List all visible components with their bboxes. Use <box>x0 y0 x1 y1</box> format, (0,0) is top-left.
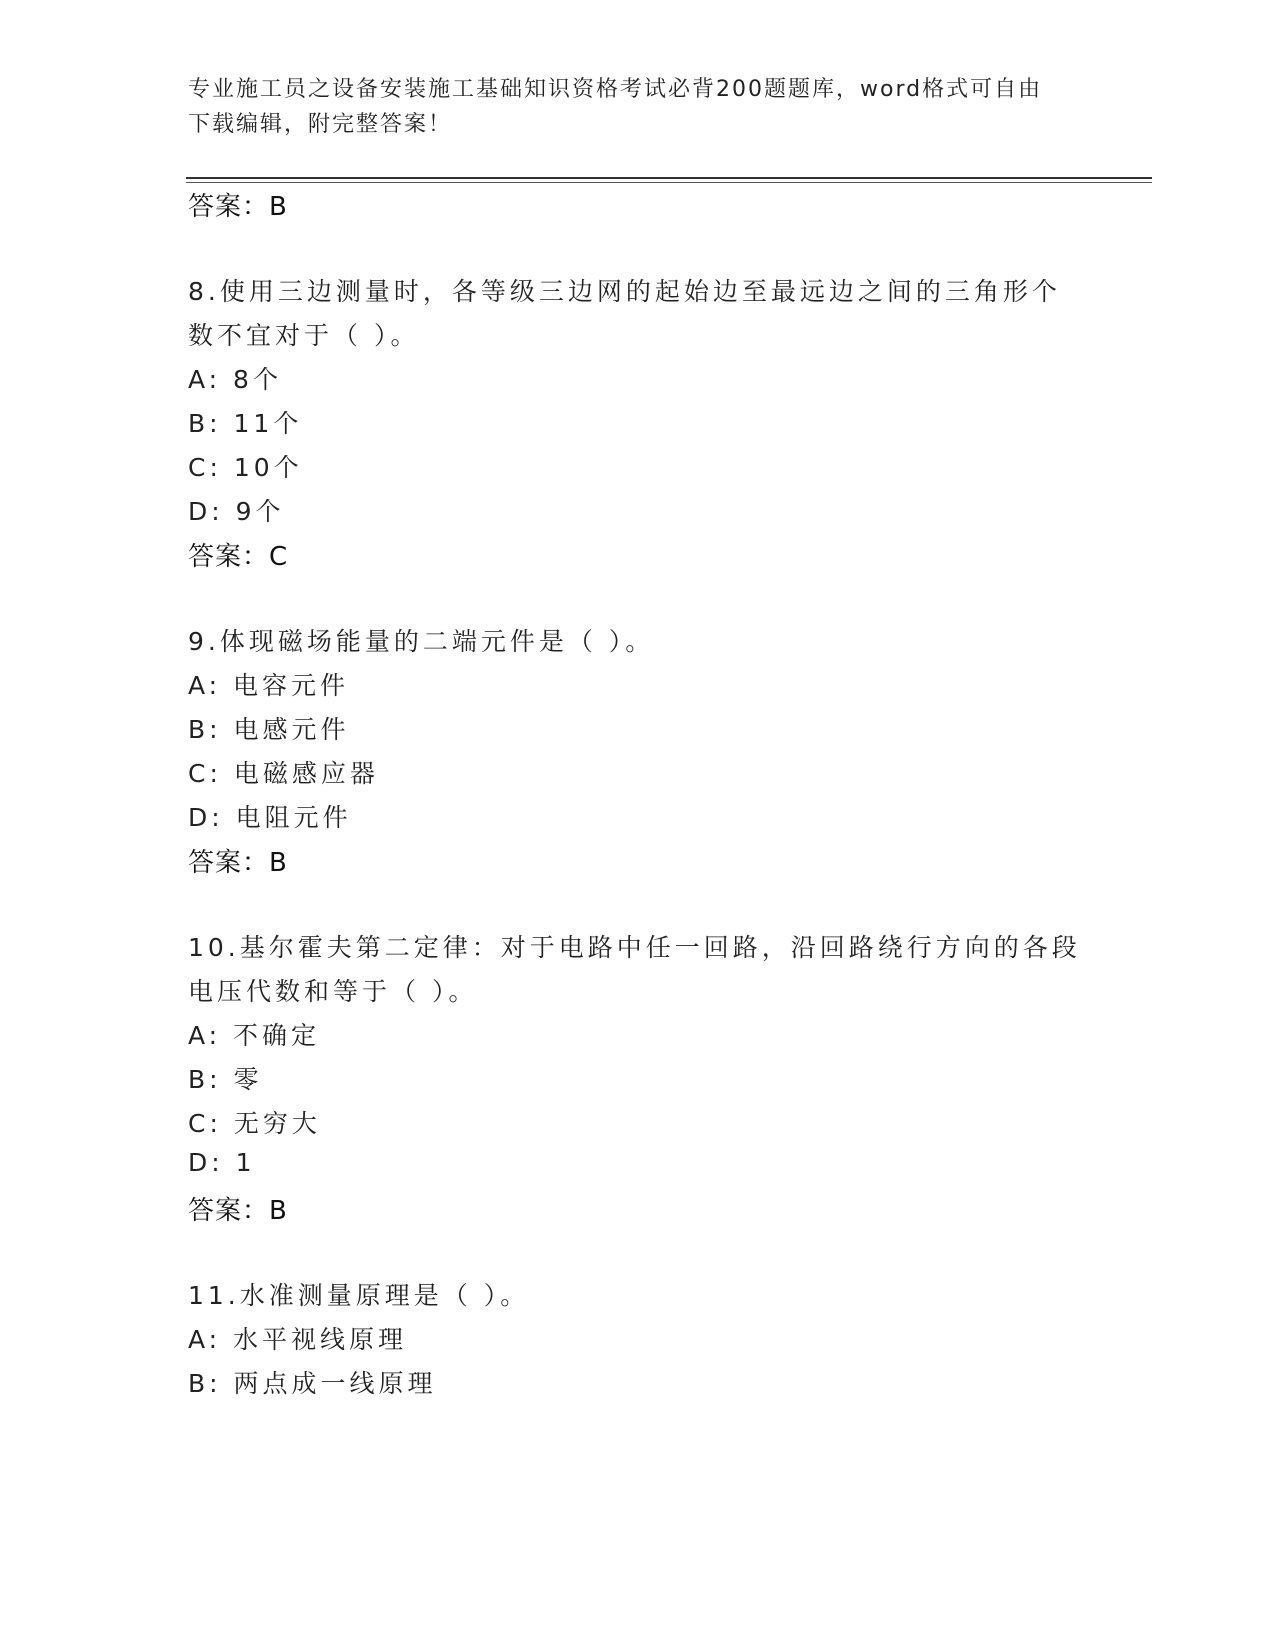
question-8-stem-line-2: 数不宜对于（ ）。 <box>188 321 420 350</box>
question-10-option-a: A: 不确定 <box>188 1021 321 1050</box>
question-8-option-d: D: 9个 <box>188 497 285 526</box>
question-10-option-c: C: 无穷大 <box>188 1109 321 1138</box>
question-10-stem-line-2: 电压代数和等于（ ）。 <box>188 977 478 1006</box>
document-header <box>188 72 1088 142</box>
question-8-answer: 答案：C <box>188 542 289 572</box>
header-divider-thin <box>186 182 1152 183</box>
question-10-answer: 答案：B <box>188 1196 288 1226</box>
question-10-stem-line-1: 10.基尔霍夫第二定律：对于电路中任一回路，沿回路绕行方向的各段 <box>188 933 1081 962</box>
question-11-option-b: B: 两点成一线原理 <box>188 1369 437 1398</box>
question-8-option-b: B: 11个 <box>188 409 303 438</box>
question-10-option-b: B: 零 <box>188 1065 263 1094</box>
question-9-option-b: B: 电感元件 <box>188 715 350 744</box>
question-9-answer: 答案：B <box>188 848 288 878</box>
question-11-option-a: A: 水平视线原理 <box>188 1325 408 1354</box>
question-11-stem: 11.水准测量原理是（ ）。 <box>188 1281 530 1310</box>
question-7-answer: 答案：B <box>188 192 288 222</box>
question-9-stem: 9.体现磁场能量的二端元件是（ ）。 <box>188 627 655 656</box>
question-9-option-c: C: 电磁感应器 <box>188 759 379 788</box>
question-10-option-d: D: 1 <box>188 1148 256 1177</box>
question-9-option-a: A: 电容元件 <box>188 671 350 700</box>
question-8-option-c: C: 10个 <box>188 453 303 482</box>
header-line-1: 专业施工员之设备安装施工基础知识资格考试必背200题题库，word格式可自由 <box>188 77 1043 102</box>
header-line-2: 下载编辑，附完整答案！ <box>188 112 453 137</box>
question-9-option-d: D: 电阻元件 <box>188 803 352 832</box>
question-8-stem-line-1: 8.使用三边测量时，各等级三边网的起始边至最远边之间的三角形个 <box>188 277 1061 306</box>
question-8-option-a: A: 8个 <box>188 365 282 394</box>
header-divider-thick <box>186 177 1152 179</box>
